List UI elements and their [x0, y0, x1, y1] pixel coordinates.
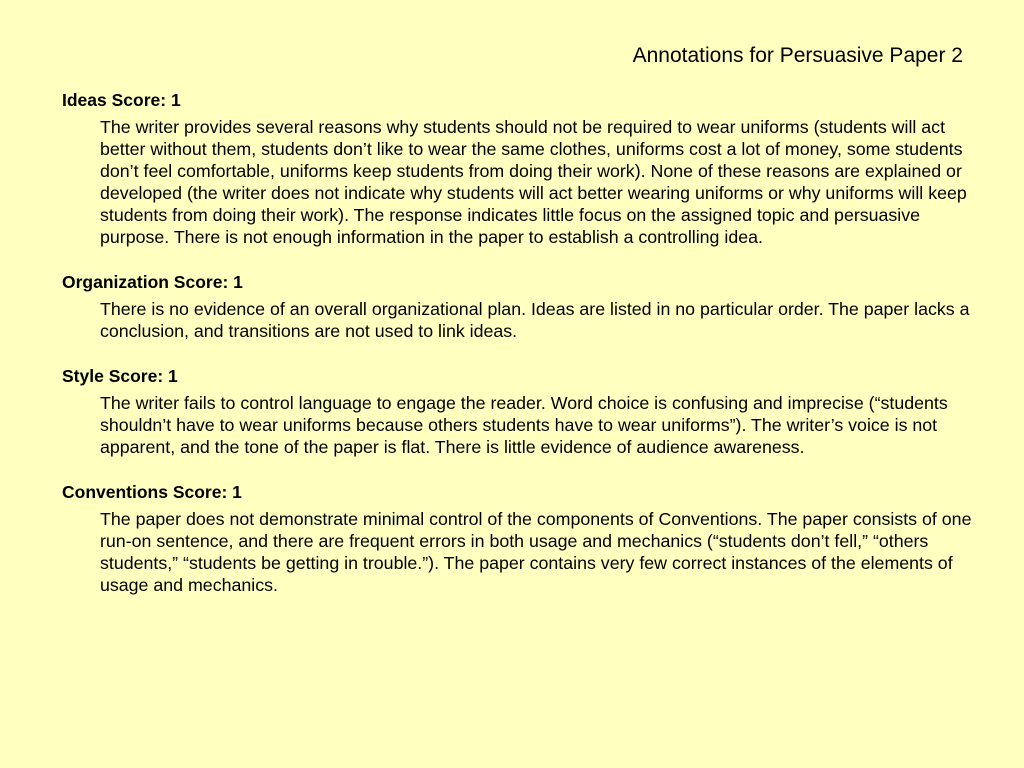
- organization-annotation-text: There is no evidence of an overall organizational plan. Ideas are listed in no particular order. The paper lacks a conclusion, and transitions are not used to link ideas.: [100, 299, 970, 341]
- conventions-section: [62, 480, 972, 596]
- style-score-heading: Style Score: 1: [62, 366, 178, 386]
- ideas-score-heading: Ideas Score: 1: [62, 90, 181, 110]
- style-section: [62, 364, 972, 458]
- organization-section: [62, 270, 972, 342]
- annotations-content: [62, 88, 972, 618]
- ideas-annotation-text: The writer provides several reasons why students should not be required to wear uniforms (students will act better without them, students don’t like to wear the same clothes, uniforms cost a lot of money, some students don’t feel comfortable, uniforms keep students from doing their work). None of these reasons are explained or developed (the writer does not indicate why students will act better wearing uniforms or why uniforms will keep students from doing their work). The response indicates little focus on the assigned topic and persuasive purpose. There is not enough information in the paper to establish a controlling idea.: [100, 117, 967, 247]
- style-annotation-text: The writer fails to control language to engage the reader. Word choice is confusing and imprecise (“students shouldn’t have to wear uniforms because others students have to wear uniforms”). The writer’s voice is not apparent, and the tone of the paper is flat. There is little evidence of audience awareness.: [100, 393, 948, 457]
- slide-title: Annotations for Persuasive Paper 2: [632, 44, 963, 67]
- conventions-annotation-text: The paper does not demonstrate minimal control of the components of Conventions. The paper consists of one run-on sentence, and there are frequent errors in both usage and mechanics (“students don’t fell,” “others students,” “students be getting in trouble.”). The paper contains very few correct instances of the elements of usage and mechanics.: [100, 509, 972, 595]
- conventions-score-heading: Conventions Score: 1: [62, 482, 242, 502]
- ideas-section: [62, 88, 972, 248]
- organization-score-heading: Organization Score: 1: [62, 272, 243, 292]
